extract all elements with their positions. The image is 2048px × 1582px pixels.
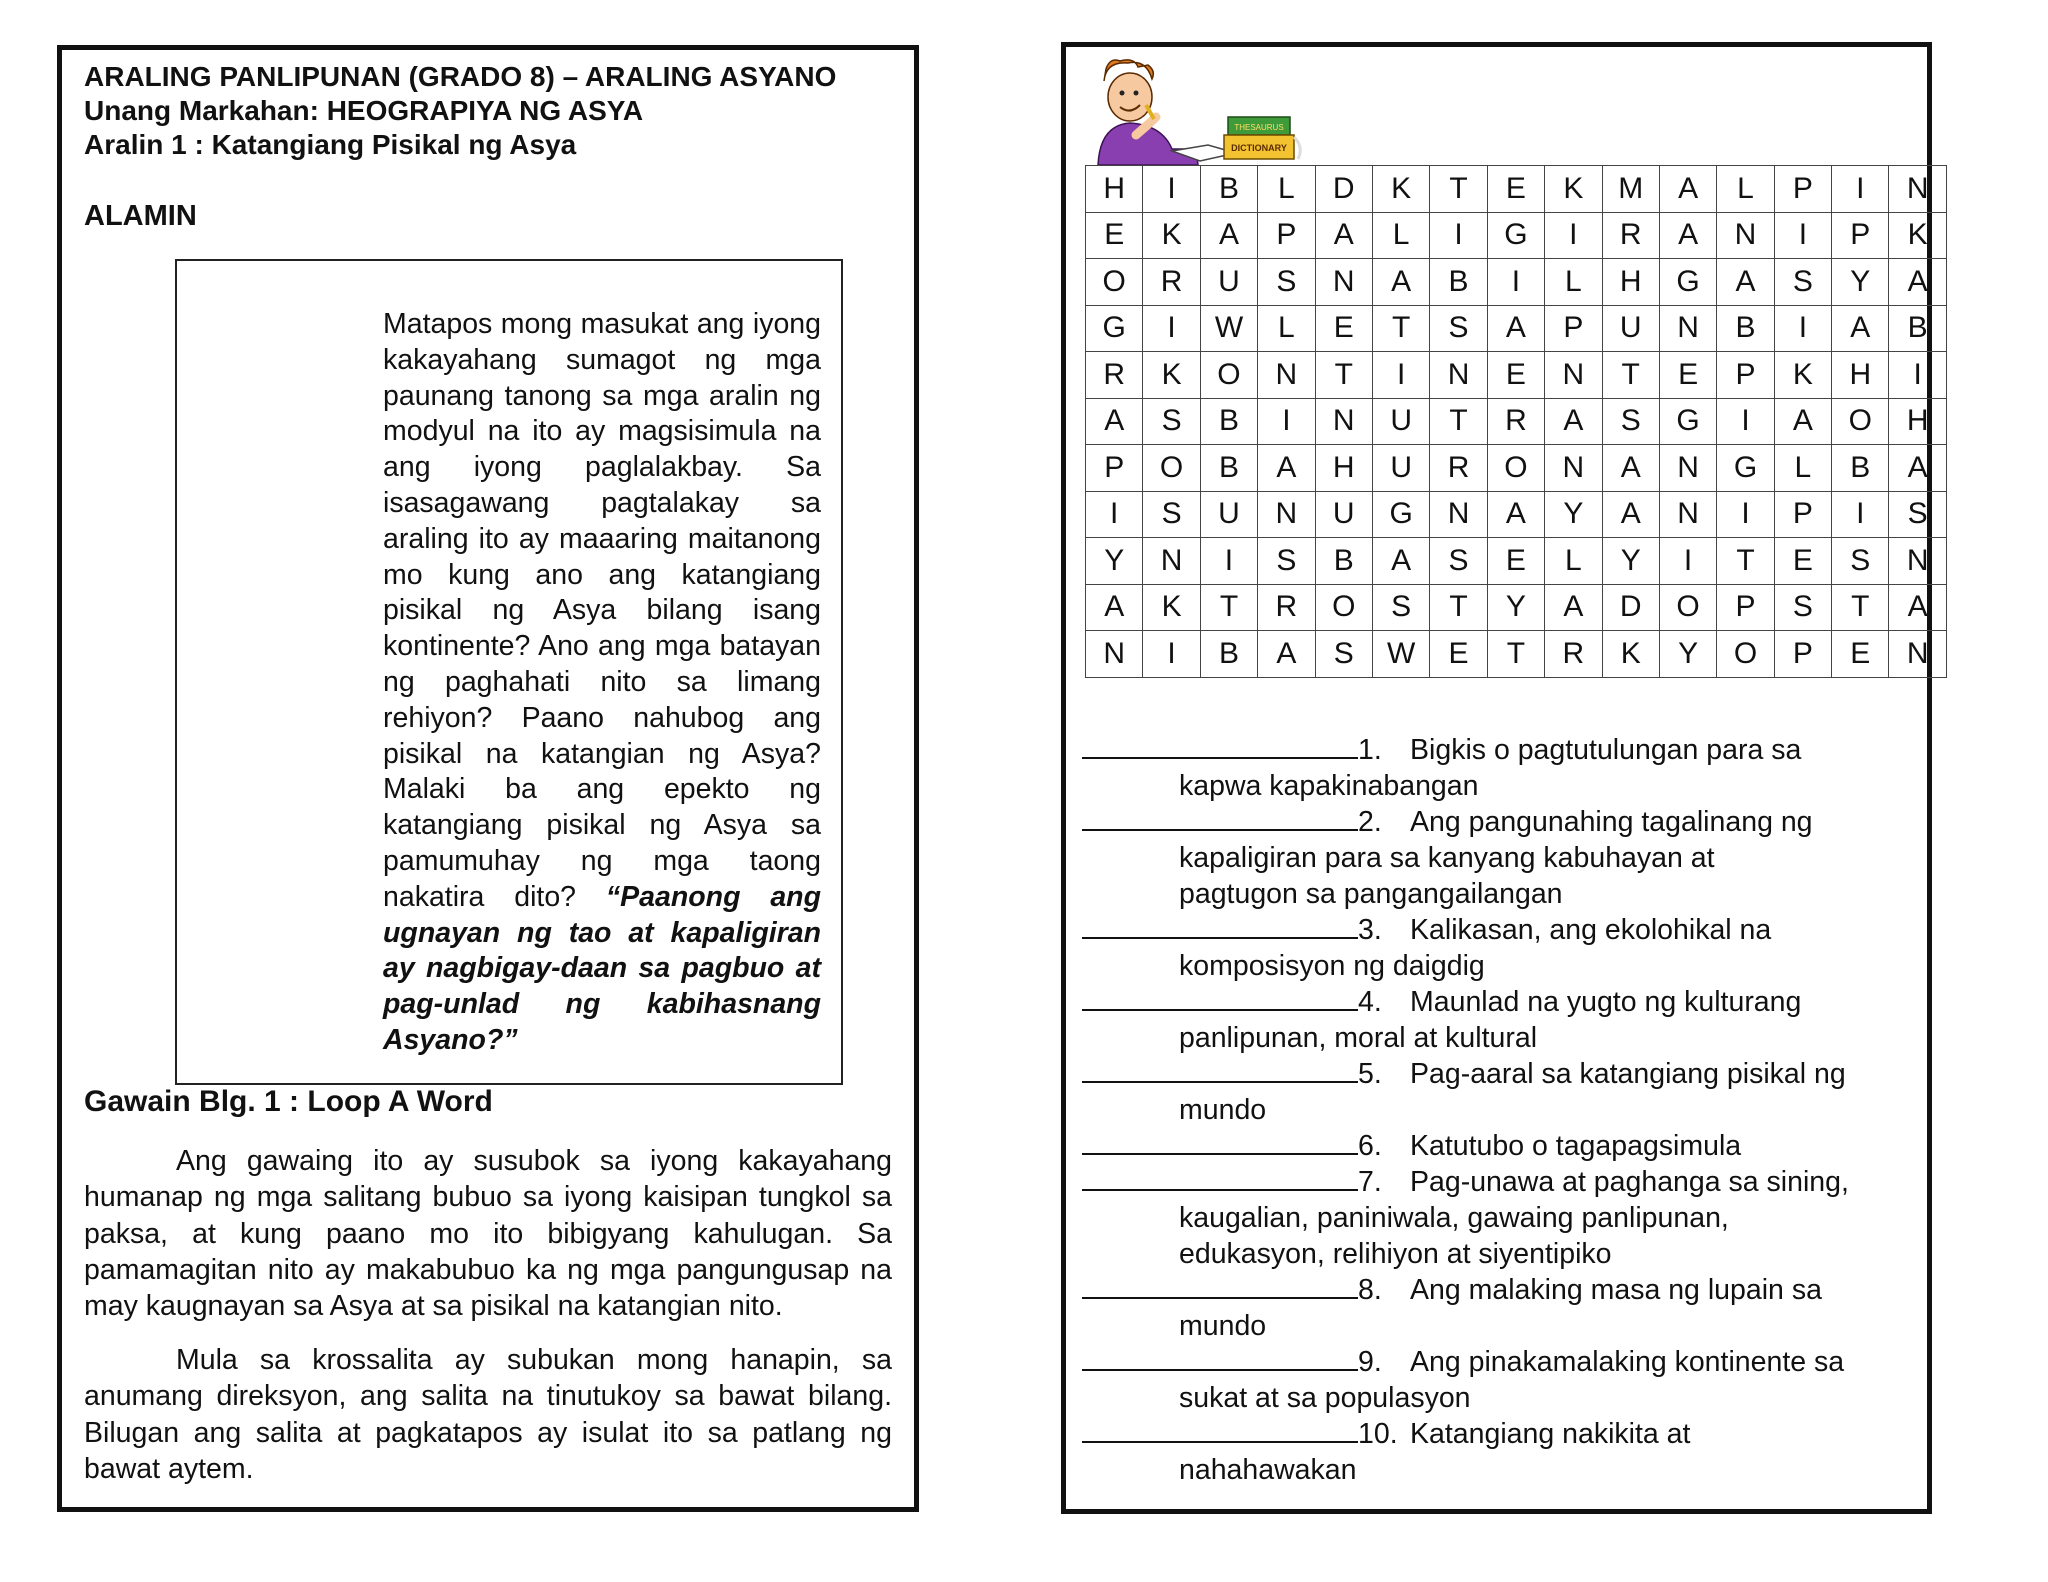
question-text: Katangiang nakikita at xyxy=(1410,1418,1691,1450)
grid-cell[interactable]: A xyxy=(1086,584,1143,631)
grid-cell[interactable]: U xyxy=(1200,259,1257,306)
grid-cell[interactable]: I xyxy=(1774,212,1831,259)
grid-cell[interactable]: A xyxy=(1889,259,1946,306)
grid-cell[interactable]: A xyxy=(1258,631,1315,678)
question-number: 1. xyxy=(1358,734,1382,766)
grid-cell[interactable]: B xyxy=(1717,305,1774,352)
grid-cell[interactable]: T xyxy=(1430,166,1487,213)
grid-cell[interactable]: S xyxy=(1774,259,1831,306)
grid-cell[interactable]: I xyxy=(1143,166,1200,213)
grid-cell[interactable]: E xyxy=(1832,631,1889,678)
grid-cell[interactable]: Y xyxy=(1487,584,1544,631)
grid-cell[interactable]: I xyxy=(1143,305,1200,352)
question-item xyxy=(1082,804,1922,912)
grid-cell[interactable]: G xyxy=(1487,212,1544,259)
question-text: Kalikasan, ang ekolohikal na xyxy=(1410,914,1772,946)
grid-cell[interactable]: T xyxy=(1430,584,1487,631)
grid-cell[interactable]: S xyxy=(1143,398,1200,445)
grid-cell[interactable]: L xyxy=(1545,259,1602,306)
grid-cell[interactable]: I xyxy=(1717,398,1774,445)
alamin-key-question: “Paanong ang ugnayan ng tao at kapaligiran ay nagbigay-daan sa pagbuo at pag-unlad ng kabihasnang Asyano?” xyxy=(383,880,821,1056)
grid-cell[interactable]: M xyxy=(1602,166,1659,213)
grid-cell[interactable]: P xyxy=(1717,584,1774,631)
grid-cell[interactable]: P xyxy=(1774,166,1831,213)
grid-cell[interactable]: W xyxy=(1200,305,1257,352)
grid-cell[interactable]: P xyxy=(1545,305,1602,352)
grid-cell[interactable]: R xyxy=(1545,631,1602,678)
answer-blank[interactable] xyxy=(1082,1275,1358,1299)
grid-cell[interactable]: D xyxy=(1315,166,1372,213)
question-text: Ang pangunahing tagalinang ng xyxy=(1410,806,1813,838)
grid-cell[interactable]: N xyxy=(1889,631,1946,678)
alamin-heading: ALAMIN xyxy=(84,200,197,232)
grid-cell[interactable]: R xyxy=(1143,259,1200,306)
grid-cell[interactable]: Y xyxy=(1086,538,1143,585)
question-item xyxy=(1082,1272,1922,1344)
grid-cell[interactable]: K xyxy=(1143,584,1200,631)
grid-cell[interactable]: A xyxy=(1200,212,1257,259)
activity-title: Gawain Blg. 1 : Loop A Word xyxy=(84,1085,493,1118)
grid-cell[interactable]: S xyxy=(1832,538,1889,585)
grid-cell[interactable]: K xyxy=(1372,166,1429,213)
grid-cell[interactable]: S xyxy=(1315,631,1372,678)
grid-cell[interactable]: A xyxy=(1889,445,1946,492)
grid-cell[interactable]: U xyxy=(1200,491,1257,538)
grid-cell[interactable]: E xyxy=(1315,305,1372,352)
grid-cell[interactable]: T xyxy=(1602,352,1659,399)
grid-cell[interactable]: L xyxy=(1372,212,1429,259)
question-text-continued: mundo xyxy=(1179,1310,1267,1342)
grid-cell[interactable]: U xyxy=(1315,491,1372,538)
grid-cell[interactable]: N xyxy=(1258,352,1315,399)
grid-cell[interactable]: S xyxy=(1774,584,1831,631)
grid-cell[interactable]: R xyxy=(1086,352,1143,399)
grid-cell[interactable]: A xyxy=(1315,212,1372,259)
grid-cell[interactable]: S xyxy=(1889,491,1946,538)
grid-cell[interactable]: A xyxy=(1717,259,1774,306)
grid-cell[interactable]: A xyxy=(1774,398,1831,445)
grid-cell[interactable]: I xyxy=(1143,631,1200,678)
grid-cell[interactable]: B xyxy=(1430,259,1487,306)
grid-row xyxy=(1086,212,1947,259)
grid-cell[interactable]: I xyxy=(1832,491,1889,538)
grid-cell[interactable]: A xyxy=(1889,584,1946,631)
question-text-continued: edukasyon, relihiyon at siyentipiko xyxy=(1179,1238,1612,1270)
question-number: 4. xyxy=(1358,986,1382,1018)
grid-cell[interactable]: A xyxy=(1086,398,1143,445)
grid-cell[interactable]: N xyxy=(1315,398,1372,445)
grid-cell[interactable]: K xyxy=(1774,352,1831,399)
answer-blank[interactable] xyxy=(1082,807,1358,831)
grid-cell[interactable]: H xyxy=(1315,445,1372,492)
question-text-continued: kaugalian, paniniwala, gawaing panlipunan, xyxy=(1179,1202,1729,1234)
grid-cell[interactable]: T xyxy=(1832,584,1889,631)
grid-cell[interactable]: N xyxy=(1717,212,1774,259)
question-text: Maunlad na yugto ng kulturang xyxy=(1410,986,1802,1018)
grid-cell[interactable]: B xyxy=(1200,166,1257,213)
grid-row xyxy=(1086,584,1947,631)
grid-cell[interactable]: P xyxy=(1086,445,1143,492)
question-item xyxy=(1082,1056,1922,1128)
grid-cell[interactable]: P xyxy=(1774,631,1831,678)
grid-cell[interactable]: I xyxy=(1545,212,1602,259)
question-text-continued: kapaligiran para sa kanyang kabuhayan at xyxy=(1179,842,1715,874)
alamin-body: Matapos mong masukat ang iyong kakayahang sumagot ng mga paunang tanong sa mga aralin ng modyul na ito ay magsisimula na ang iyong paglalakbay. Sa isasagawang pagtalakay sa araling ito ay maaaring maitanong mo kung ano ang katangiang pisikal ng Asya bilang isang kontinente? Ano ang mga batayan ng paghahati nito sa limang rehiyon? Paano nahubog ang pisikal na katangian ng Asya? Malaki ba ang epekto ng katangiang pisikal ng Asya sa pamumuhay ng mga taong nakatira dito? xyxy=(383,308,821,913)
grid-cell[interactable]: A xyxy=(1832,305,1889,352)
grid-cell[interactable]: U xyxy=(1372,398,1429,445)
grid-cell[interactable]: R xyxy=(1602,212,1659,259)
grid-cell[interactable]: I xyxy=(1372,352,1429,399)
grid-row xyxy=(1086,305,1947,352)
grid-cell[interactable]: A xyxy=(1545,398,1602,445)
question-list xyxy=(1082,732,1922,1488)
grid-cell[interactable]: N xyxy=(1889,166,1946,213)
grid-cell[interactable]: A xyxy=(1602,445,1659,492)
grid-cell[interactable]: P xyxy=(1832,212,1889,259)
question-text: Katutubo o tagapagsimula xyxy=(1410,1130,1742,1162)
grid-cell[interactable]: E xyxy=(1487,166,1544,213)
grid-cell[interactable]: K xyxy=(1602,631,1659,678)
question-item xyxy=(1082,732,1922,804)
grid-cell[interactable]: G xyxy=(1717,445,1774,492)
grid-cell[interactable]: G xyxy=(1086,305,1143,352)
grid-cell[interactable]: A xyxy=(1659,166,1716,213)
grid-cell[interactable]: K xyxy=(1143,212,1200,259)
grid-cell[interactable]: N xyxy=(1659,445,1716,492)
question-text-continued: pagtugon sa pangangailangan xyxy=(1179,878,1563,910)
grid-cell[interactable]: G xyxy=(1659,259,1716,306)
grid-row xyxy=(1086,491,1947,538)
grid-cell[interactable]: S xyxy=(1430,305,1487,352)
grid-cell[interactable]: H xyxy=(1086,166,1143,213)
grid-cell[interactable]: A xyxy=(1372,538,1429,585)
question-number: 9. xyxy=(1358,1346,1382,1378)
quarter-title: Unang Markahan: HEOGRAPIYA NG ASYA xyxy=(84,95,644,126)
left-page xyxy=(57,45,919,1512)
instruction-paragraph-2: Mula sa krossalita ay subukan mong hanapin, sa anumang direksyon, ang salita na tinutukoy sa bawat bilang. Bilugan ang salita at pagkatapos ay isulat ito sa patlang ng bawat aytem. xyxy=(84,1344,892,1485)
grid-cell[interactable]: N xyxy=(1545,445,1602,492)
grid-cell[interactable]: O xyxy=(1717,631,1774,678)
question-text: Bigkis o pagtutulungan para sa xyxy=(1410,734,1802,766)
grid-cell[interactable]: K xyxy=(1143,352,1200,399)
grid-cell[interactable]: S xyxy=(1372,584,1429,631)
book-dictionary-label: DICTIONARY xyxy=(1231,143,1287,153)
grid-cell[interactable]: E xyxy=(1487,538,1544,585)
grid-cell[interactable]: O xyxy=(1143,445,1200,492)
question-number: 7. xyxy=(1358,1166,1382,1198)
grid-cell[interactable]: O xyxy=(1200,352,1257,399)
grid-cell[interactable]: G xyxy=(1659,398,1716,445)
answer-blank[interactable] xyxy=(1082,915,1358,939)
question-item xyxy=(1082,1416,1922,1488)
grid-cell[interactable]: S xyxy=(1258,259,1315,306)
grid-cell[interactable]: A xyxy=(1659,212,1716,259)
word-search-grid xyxy=(1085,165,1947,678)
grid-cell[interactable]: E xyxy=(1774,538,1831,585)
grid-cell[interactable]: Y xyxy=(1602,538,1659,585)
question-item xyxy=(1082,912,1922,984)
grid-cell[interactable]: U xyxy=(1372,445,1429,492)
grid-cell[interactable]: N xyxy=(1889,538,1946,585)
question-text-continued: panlipunan, moral at kultural xyxy=(1179,1022,1538,1054)
grid-cell[interactable]: K xyxy=(1545,166,1602,213)
grid-cell[interactable]: N xyxy=(1315,259,1372,306)
grid-cell[interactable]: B xyxy=(1315,538,1372,585)
grid-cell[interactable]: I xyxy=(1258,398,1315,445)
question-text: Pag-aaral sa katangiang pisikal ng xyxy=(1410,1058,1846,1090)
grid-row xyxy=(1086,352,1947,399)
question-item xyxy=(1082,1164,1922,1272)
grid-cell[interactable]: E xyxy=(1430,631,1487,678)
alamin-text xyxy=(383,307,821,1059)
grid-cell[interactable]: T xyxy=(1430,398,1487,445)
answer-blank[interactable] xyxy=(1082,987,1358,1011)
grid-cell[interactable]: I xyxy=(1430,212,1487,259)
grid-cell[interactable]: A xyxy=(1602,491,1659,538)
grid-cell[interactable]: A xyxy=(1545,584,1602,631)
grid-cell[interactable]: S xyxy=(1258,538,1315,585)
question-number: 10. xyxy=(1358,1418,1398,1450)
grid-cell[interactable]: P xyxy=(1258,212,1315,259)
grid-cell[interactable]: I xyxy=(1832,166,1889,213)
grid-cell[interactable]: B xyxy=(1200,631,1257,678)
grid-cell[interactable]: L xyxy=(1545,538,1602,585)
grid-row xyxy=(1086,631,1947,678)
student-with-dictionary-clipart xyxy=(1076,53,1306,173)
answer-blank[interactable] xyxy=(1082,1167,1358,1191)
grid-cell[interactable]: B xyxy=(1832,445,1889,492)
grid-cell[interactable]: I xyxy=(1889,352,1946,399)
question-text-continued: komposisyon ng daigdig xyxy=(1179,950,1485,982)
grid-cell[interactable]: S xyxy=(1143,491,1200,538)
grid-cell[interactable]: B xyxy=(1200,398,1257,445)
grid-cell[interactable]: L xyxy=(1717,166,1774,213)
question-text: Ang malaking masa ng lupain sa xyxy=(1410,1274,1822,1306)
grid-cell[interactable]: N xyxy=(1430,352,1487,399)
question-item xyxy=(1082,1344,1922,1416)
grid-cell[interactable]: N xyxy=(1258,491,1315,538)
grid-cell[interactable]: S xyxy=(1430,538,1487,585)
grid-cell[interactable]: T xyxy=(1487,631,1544,678)
grid-cell[interactable]: Y xyxy=(1545,491,1602,538)
grid-cell[interactable]: T xyxy=(1372,305,1429,352)
question-number: 5. xyxy=(1358,1058,1382,1090)
question-item xyxy=(1082,984,1922,1056)
grid-cell[interactable]: Y xyxy=(1832,259,1889,306)
grid-cell[interactable]: A xyxy=(1487,305,1544,352)
question-number: 3. xyxy=(1358,914,1382,946)
grid-cell[interactable]: A xyxy=(1258,445,1315,492)
grid-cell[interactable]: S xyxy=(1602,398,1659,445)
grid-cell[interactable]: N xyxy=(1430,491,1487,538)
question-text-continued: sukat at sa populasyon xyxy=(1179,1382,1471,1414)
question-number: 2. xyxy=(1358,806,1382,838)
grid-cell[interactable]: H xyxy=(1602,259,1659,306)
grid-cell[interactable]: N xyxy=(1659,305,1716,352)
question-number: 8. xyxy=(1358,1274,1382,1306)
instruction-paragraph-1: Ang gawaing ito ay susubok sa iyong kakayahang humanap ng mga salitang bubuo sa iyong kaisipan tungkol sa paksa, at kung paano mo ito bibigyang kahulugan. Sa pamamagitan nito ay makabubuo ka ng mga pangungusap na may kaugnayan sa Asya at sa pisikal na katangian nito. xyxy=(84,1145,892,1323)
grid-cell[interactable]: T xyxy=(1717,538,1774,585)
grid-cell[interactable]: T xyxy=(1200,584,1257,631)
grid-cell[interactable]: N xyxy=(1143,538,1200,585)
grid-cell[interactable]: O xyxy=(1315,584,1372,631)
grid-cell[interactable]: B xyxy=(1200,445,1257,492)
grid-cell[interactable]: R xyxy=(1430,445,1487,492)
book-thesaurus-label: THESAURUS xyxy=(1234,123,1284,132)
answer-blank[interactable] xyxy=(1082,1059,1358,1083)
grid-cell[interactable]: O xyxy=(1832,398,1889,445)
grid-cell[interactable]: H xyxy=(1832,352,1889,399)
grid-cell[interactable]: W xyxy=(1372,631,1429,678)
grid-cell[interactable]: I xyxy=(1659,538,1716,585)
answer-blank[interactable] xyxy=(1082,1419,1358,1443)
grid-cell[interactable]: R xyxy=(1487,398,1544,445)
grid-cell[interactable]: U xyxy=(1602,305,1659,352)
subject-title: ARALING PANLIPUNAN (GRADO 8) – ARALING ASYANO xyxy=(84,61,837,92)
grid-row xyxy=(1086,538,1947,585)
grid-cell[interactable]: P xyxy=(1774,491,1831,538)
question-text: Ang pinakamalaking kontinente sa xyxy=(1410,1346,1845,1378)
grid-cell[interactable]: Y xyxy=(1659,631,1716,678)
grid-cell[interactable]: N xyxy=(1545,352,1602,399)
question-text-continued: nahahawakan xyxy=(1179,1454,1357,1486)
grid-cell[interactable]: I xyxy=(1717,491,1774,538)
grid-cell[interactable]: O xyxy=(1659,584,1716,631)
grid-cell[interactable]: P xyxy=(1717,352,1774,399)
grid-cell[interactable]: L xyxy=(1258,166,1315,213)
question-text-continued: kapwa kapakinabangan xyxy=(1179,770,1479,802)
grid-row xyxy=(1086,445,1947,492)
question-text-continued: mundo xyxy=(1179,1094,1267,1126)
grid-cell[interactable]: I xyxy=(1200,538,1257,585)
grid-cell[interactable]: E xyxy=(1086,212,1143,259)
alamin-box xyxy=(175,259,843,1085)
grid-cell[interactable]: R xyxy=(1258,584,1315,631)
grid-cell[interactable]: B xyxy=(1889,305,1946,352)
grid-row xyxy=(1086,259,1947,306)
grid-cell[interactable]: E xyxy=(1487,352,1544,399)
grid-cell[interactable]: G xyxy=(1372,491,1429,538)
answer-blank[interactable] xyxy=(1082,1131,1358,1155)
grid-cell[interactable]: N xyxy=(1086,631,1143,678)
question-item xyxy=(1082,1128,1922,1164)
question-number: 6. xyxy=(1358,1130,1382,1162)
grid-row xyxy=(1086,398,1947,445)
grid-cell[interactable]: A xyxy=(1372,259,1429,306)
grid-cell[interactable]: I xyxy=(1487,259,1544,306)
answer-blank[interactable] xyxy=(1082,1347,1358,1371)
answer-blank[interactable] xyxy=(1082,735,1358,759)
grid-cell[interactable]: E xyxy=(1659,352,1716,399)
grid-row xyxy=(1086,166,1947,213)
lesson-title: Aralin 1 : Katangiang Pisikal ng Asya xyxy=(84,129,577,160)
grid-cell[interactable]: N xyxy=(1659,491,1716,538)
grid-cell[interactable]: H xyxy=(1889,398,1946,445)
grid-cell[interactable]: A xyxy=(1487,491,1544,538)
grid-cell[interactable]: D xyxy=(1602,584,1659,631)
grid-cell[interactable]: I xyxy=(1774,305,1831,352)
grid-cell[interactable]: T xyxy=(1315,352,1372,399)
grid-cell[interactable]: L xyxy=(1774,445,1831,492)
grid-cell[interactable]: K xyxy=(1889,212,1946,259)
question-text: Pag-unawa at paghanga sa sining, xyxy=(1410,1166,1849,1198)
grid-cell[interactable]: L xyxy=(1258,305,1315,352)
grid-cell[interactable]: O xyxy=(1487,445,1544,492)
grid-cell[interactable]: I xyxy=(1086,491,1143,538)
grid-cell[interactable]: O xyxy=(1086,259,1143,306)
